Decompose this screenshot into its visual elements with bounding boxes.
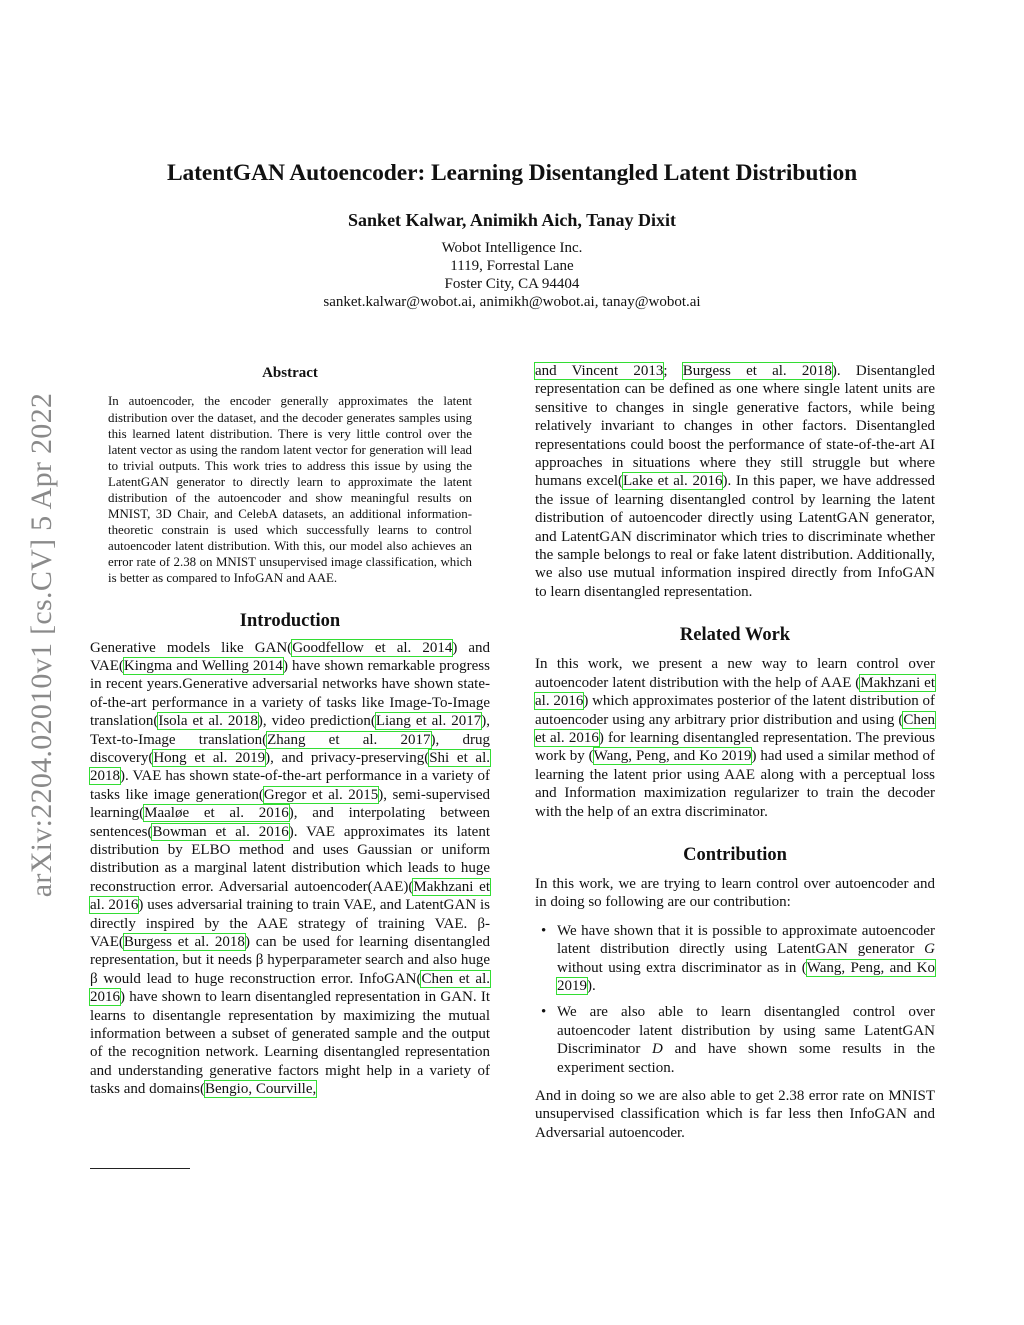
- affiliation-city: Foster City, CA 94404: [444, 276, 580, 292]
- citation-link[interactable]: Burgess et al. 2018: [123, 934, 245, 951]
- citation-link[interactable]: Chen et al. 2016: [90, 970, 490, 1006]
- introduction-continuation: [535, 362, 935, 601]
- contribution-heading: Contribution: [683, 844, 787, 865]
- abstract-text: In autoencoder, the encoder generally approximates the latent distribution over the dataset, and the decoder generates samples using this learned latent distribution. There is very little control over the latent vector as using the random latent vector for generation will lead to trivial outputs. This work tries to address this issue by using the LatentGAN generator to directly learn to approximate the latent distribution of the autoencoder and show meaningful results on MNIST, 3D Chair, and CelebA datasets, an additional information-theoretic constrain is used which successfully learns to control autoencoder latent distribution. With this, our model also achieves an error rate of 2.38 on MNIST unsupervised image classification, which is better as compared to InfoGAN and AAE.: [108, 394, 472, 586]
- intro-text: ) uses adversarial training to train VAE, and LatentGAN is directly inspired by the AAE strategy of training VAE. β-VAE(: [90, 897, 490, 951]
- citation-link[interactable]: Maaløe et al. 2016: [144, 805, 289, 822]
- contribution-item: [535, 922, 935, 996]
- intro-text: ). VAE has shown state-of-the-art performance in a variety of tasks like image generation(: [90, 768, 490, 803]
- contribution-item: [535, 1003, 935, 1077]
- left-column: [90, 362, 490, 1099]
- citation-link[interactable]: Kingma and Welling 2014: [123, 657, 283, 674]
- intro-text: ) and VAE(: [90, 639, 491, 674]
- intro-text: ). Disentangled representation can be defined as one where single latent units are sensitive to changes in single generative factors, while being relatively invariant to changes in other factors. Disentangled representations could boost the performance of state-of-the-art AI approaches in situations where they still struggle but where humans excel(: [535, 363, 936, 490]
- math-symbol: D: [652, 1041, 663, 1058]
- citation-link[interactable]: Makhzani et al. 2016: [535, 674, 935, 710]
- intro-text: ) have shown remarkable progress in recent years.Generative adversarial networks have shown state-of-the-art performance in a variety of tasks like Image-To-Image translation(: [90, 657, 490, 730]
- contribution-text: ).: [587, 977, 596, 994]
- contribution-text: without using extra discriminator as in (: [557, 959, 807, 976]
- intro-text: Generative models like GAN(: [90, 639, 293, 656]
- citation-link[interactable]: Liang et al. 2017: [375, 713, 482, 730]
- contribution-intro: In this work, we are trying to learn control over autoencoder and in doing so following are our contribution:: [535, 875, 935, 911]
- intro-text: ), drug discovery(: [90, 731, 490, 766]
- related-work-heading: Related Work: [679, 625, 791, 646]
- citation-link[interactable]: Wang, Peng, and Ko 2019: [557, 959, 935, 994]
- paper-authors: Sanket Kalwar, Animikh Aich, Tanay Dixit: [348, 210, 676, 230]
- intro-text: ). In this paper, we have addressed the issue of learning disentangled control by learning the latent distribution of autoencoder directly using LatentGAN generator, and LatentGAN discriminator which tries to discriminate whether the sample belongs to real or fake latent distribution. Additionally, we also use mutual information inspired directly from InfoGAN to learn disentangled representation.: [535, 473, 935, 600]
- related-text: ) for learning disentangled representation. The previous work by (: [535, 729, 935, 765]
- citation-link[interactable]: Zhang et al. 2017: [267, 731, 431, 748]
- citation-link[interactable]: Lake et al. 2016: [623, 473, 723, 490]
- citation-link[interactable]: Burgess et al. 2018: [682, 363, 832, 379]
- arxiv-id-text: arXiv:2204.02010v1 [cs.CV] 5 Apr 2022: [25, 392, 58, 898]
- contribution-closing: And in doing so we are also able to get 2.38 error rate on MNIST unsupervised classification which is far less then InfoGAN and Adversarial autoencoder.: [535, 1088, 935, 1141]
- citation-link[interactable]: Isola et al. 2018: [158, 713, 258, 730]
- intro-text: ), Text-to-Image translation(: [90, 713, 490, 748]
- intro-text: ), semi-supervised learning(: [90, 786, 490, 822]
- footnote-rule: [90, 1168, 190, 1169]
- contribution-text: We are also able to learn disentangled control over autoencoder latent distribution by using same LatentGAN Discriminator: [557, 1004, 935, 1058]
- related-text: ) had used a similar method of learning the latent prior using AAE along with a perceptual loss and Information maximization regularizer to train the decoder with the help of an extra discriminator.: [535, 748, 935, 820]
- citation-link[interactable]: Shi et al. 2018: [90, 749, 490, 785]
- affiliation-street: 1119, Forrestal Lane: [450, 258, 574, 274]
- intro-text: ;: [663, 363, 683, 379]
- citation-link[interactable]: and Vincent 2013: [535, 363, 664, 379]
- math-symbol: G: [924, 941, 935, 958]
- related-text: ) which approximates posterior of the latent distribution of autoencoder using any arbitrary prior distribution and using (: [535, 693, 935, 728]
- introduction-paragraph: [90, 639, 490, 1099]
- citation-link[interactable]: Hong et al. 2019: [153, 749, 266, 766]
- intro-text: ). VAE approximates its latent distribution by ELBO method and uses Gaussian or uniform distribution as a marginal latent distribution which leads to huge reconstruction error. Adversarial autoencoder(AAE)(: [90, 823, 490, 895]
- citation-link[interactable]: Goodfellow et al. 2014: [292, 639, 453, 656]
- citation-link[interactable]: Bowman et al. 2016: [152, 823, 289, 840]
- affiliation-block: [60, 239, 964, 311]
- citation-link[interactable]: Bengio, Courville,: [204, 1081, 317, 1098]
- introduction-heading: Introduction: [239, 610, 341, 631]
- arxiv-identifier-stamp: [20, 360, 64, 930]
- contribution-list: [535, 922, 935, 1077]
- citation-link[interactable]: Chen et al. 2016: [535, 711, 935, 746]
- related-text: In this work, we present a new way to learn control over autoencoder latent distribution with the help of AAE (: [535, 656, 935, 691]
- citation-link[interactable]: Makhzani et al. 2016: [90, 878, 490, 914]
- intro-text: ) have shown to learn disentangled representation in GAN. It learns to disentangle representation by maximizing the mutual information between a subset of generated sample and the output of the recognition network. Learning disentangled representation and understanding generative factors might help in a variety of tasks and domains(: [90, 989, 490, 1098]
- affiliation-org: Wobot Intelligence Inc.: [441, 240, 583, 256]
- intro-text: ), and interpolating between sentences(: [90, 805, 490, 840]
- contribution-text: and have shown some results in the experiment section.: [557, 1041, 935, 1076]
- affiliation-emails: sanket.kalwar@wobot.ai, animikh@wobot.ai, tanay@wobot.ai: [323, 294, 701, 310]
- intro-text: ) can be used for learning disentangled representation, but it needs β hyperparameter search and also huge β would lead to huge reconstruction error. InfoGAN(: [90, 934, 490, 987]
- citation-link[interactable]: Wang, Peng, and Ko 2019: [593, 748, 752, 765]
- right-column: [535, 362, 935, 1142]
- contribution-text: We have shown that it is possible to approximate autoencoder latent distribution directly using LatentGAN generator: [557, 922, 935, 958]
- abstract-heading: Abstract: [262, 365, 318, 381]
- paper-title: LatentGAN Autoencoder: Learning Disentangled Latent Distribution: [166, 160, 858, 186]
- citation-link[interactable]: Gregor et al. 2015: [263, 786, 379, 803]
- intro-text: ), video prediction(: [257, 713, 376, 730]
- related-work-paragraph: [535, 655, 935, 821]
- intro-text: ), and privacy-preserving(: [265, 749, 430, 766]
